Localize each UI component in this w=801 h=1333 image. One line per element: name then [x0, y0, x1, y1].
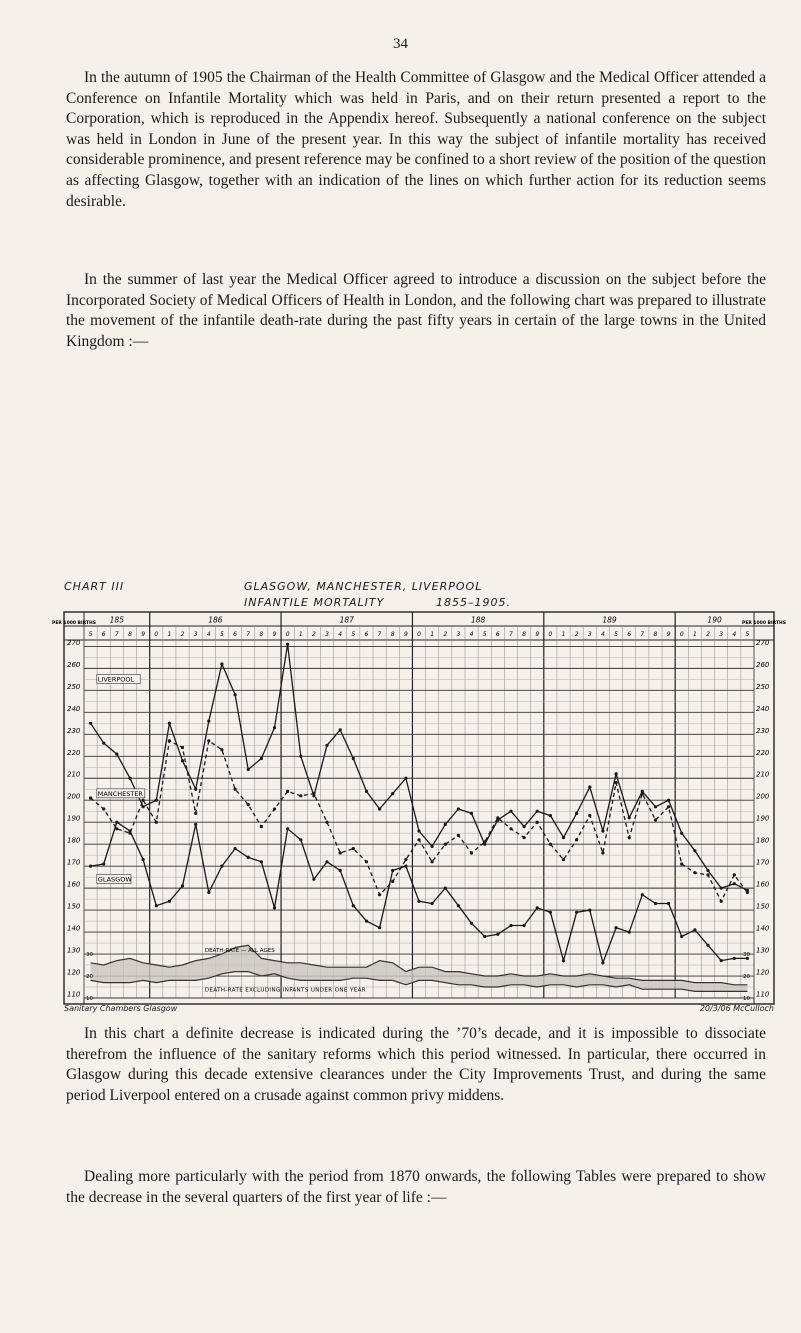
year-digit-label: 5: [88, 631, 93, 638]
data-point-liverpool: [194, 788, 197, 791]
data-point-manchester: [509, 827, 512, 830]
data-point-liverpool: [549, 814, 552, 817]
data-point-liverpool: [693, 849, 696, 852]
chart-svg: [52, 612, 786, 1004]
y-tick-label-right: 230: [756, 726, 770, 735]
data-point-glasgow: [588, 909, 591, 912]
data-point-liverpool: [523, 825, 526, 828]
data-point-liverpool: [680, 832, 683, 835]
year-digit-label: 5: [745, 631, 750, 638]
year-digit-label: 0: [285, 631, 290, 638]
decade-label: 187: [339, 615, 354, 625]
band-scale-right-bottom: 20: [743, 974, 750, 981]
year-digit-label: 7: [377, 631, 382, 638]
data-point-manchester: [431, 860, 434, 863]
data-point-manchester: [549, 843, 552, 846]
data-point-glasgow: [509, 924, 512, 927]
data-point-glasgow: [523, 924, 526, 927]
data-point-glasgow: [720, 959, 723, 962]
data-point-manchester: [733, 873, 736, 876]
data-point-liverpool: [654, 805, 657, 808]
year-digit-label: 7: [509, 631, 513, 638]
band-label-excluding-infants: DEATH-RATE EXCLUDING INFANTS UNDER ONE YEAR: [204, 987, 366, 994]
year-digit-label: 1: [692, 631, 697, 638]
year-digit-label: 2: [311, 631, 316, 638]
year-digit-label: 2: [706, 631, 710, 638]
data-point-glasgow: [247, 856, 250, 859]
corner-label-right: PER 1000 BIRTHS: [742, 621, 786, 626]
infantile-mortality-chart: [52, 612, 786, 1012]
year-digit-label: 4: [469, 631, 474, 638]
data-point-manchester: [628, 836, 631, 839]
y-tick-label-left: 180: [67, 836, 81, 845]
year-digit-label: 8: [522, 631, 527, 638]
year-digit-label: 2: [443, 631, 448, 638]
data-point-manchester: [142, 799, 145, 802]
data-point-liverpool: [588, 785, 591, 788]
y-tick-label-left: 120: [67, 968, 81, 977]
data-point-liverpool: [339, 728, 342, 731]
year-digit-label: 1: [430, 631, 435, 638]
data-point-manchester: [601, 851, 604, 854]
data-point-glasgow: [457, 904, 460, 907]
data-point-liverpool: [706, 869, 709, 872]
paragraph-text: In the summer of last year the Medical Officer agreed to introduce a discussion on the subject before the Incorporated Society of Medical Officers of Health in London, and the following chart was prepared to illustrate the movement of the infantile death-rate during the past fifty years in certain of the large towns in the United Kingdom :—: [66, 271, 766, 350]
data-point-glasgow: [706, 944, 709, 947]
data-point-manchester: [155, 821, 158, 824]
data-point-liverpool: [234, 693, 237, 696]
year-digit-label: 7: [640, 631, 645, 638]
year-digit-label: 6: [101, 631, 106, 638]
data-point-liverpool: [628, 816, 631, 819]
data-point-manchester: [220, 748, 223, 751]
data-point-glasgow: [575, 911, 578, 914]
y-tick-label-right: 200: [756, 792, 770, 801]
year-digit-label: 5: [482, 631, 487, 638]
data-point-manchester: [417, 838, 420, 841]
year-digit-label: 0: [679, 631, 684, 638]
year-digit-label: 9: [272, 631, 277, 638]
data-point-glasgow: [733, 957, 736, 960]
y-tick-label-left: 220: [67, 748, 81, 757]
y-tick-label-right: 240: [756, 704, 770, 713]
year-digit-label: 3: [456, 631, 461, 638]
decade-label: 190: [707, 615, 722, 625]
data-point-liverpool: [220, 662, 223, 665]
data-point-glasgow: [168, 900, 171, 903]
year-digit-label: 4: [206, 631, 211, 638]
paragraph-text: In the autumn of 1905 the Chairman of the Health Committee of Glasgow and the Medical Officer attended a Conference on Infantile Mortality which was held in Paris, and on their return presented a report to the Corporation, which is reproduced in the Appendix hereof. Subsequently a national conference on the subject was held in London in June of the present year. In this way the subject of infantile mortality has received considerable prominence, and present reference may be confined to a short review of the position of the question as affecting Glasgow, together with an indication of the lines on which further action for its reduction seems desirable.: [66, 69, 766, 210]
y-tick-label-left: 170: [67, 858, 81, 867]
paragraph-text: In this chart a definite decrease is indicated during the ’70’s decade, and it is impossible to dissociate therefrom the influence of the sanitary reforms which this period witnessed. In particular, there occurred in Glasgow during this decade extensive clearances under the City Improvements Trust, and during the same period Liverpool entered on a crusade against common privy middens.: [66, 1025, 766, 1104]
data-point-liverpool: [352, 757, 355, 760]
data-point-glasgow: [89, 865, 92, 868]
year-digit-label: 0: [417, 631, 421, 638]
data-point-liverpool: [142, 805, 145, 808]
data-point-manchester: [444, 843, 447, 846]
data-point-manchester: [667, 805, 670, 808]
data-point-manchester: [536, 821, 539, 824]
data-point-manchester: [102, 807, 105, 810]
year-digit-label: 4: [338, 631, 343, 638]
data-point-glasgow: [365, 920, 368, 923]
chart-footer-right: 20/3/06 McCulloch: [699, 1004, 774, 1013]
data-point-manchester: [378, 893, 381, 896]
y-tick-label-left: 230: [67, 726, 81, 735]
data-point-glasgow: [234, 847, 237, 850]
data-point-liverpool: [378, 807, 381, 810]
y-tick-label-right: 210: [756, 770, 770, 779]
data-point-glasgow: [102, 862, 105, 865]
year-digit-label: 0: [154, 631, 159, 638]
data-point-manchester: [706, 873, 709, 876]
band-scale-right-top: 30: [743, 952, 750, 959]
data-point-manchester: [588, 814, 591, 817]
year-digit-label: 1: [561, 631, 566, 638]
data-point-glasgow: [680, 935, 683, 938]
data-point-manchester: [286, 790, 289, 793]
year-digit-label: 9: [666, 631, 671, 638]
decade-label: 186: [208, 615, 223, 625]
data-point-manchester: [273, 807, 276, 810]
data-point-liverpool: [536, 810, 539, 813]
data-point-liverpool: [168, 722, 171, 725]
y-tick-label-right: 250: [756, 682, 770, 691]
year-digit-label: 9: [403, 631, 408, 638]
data-point-glasgow: [693, 928, 696, 931]
band-label-all-ages: DEATH-RATE — ALL AGES: [204, 947, 275, 954]
data-point-manchester: [615, 781, 618, 784]
data-point-manchester: [365, 860, 368, 863]
y-tick-label-right: 160: [756, 880, 770, 889]
data-point-glasgow: [628, 931, 631, 934]
chart-footer-left: Sanitary Chambers Glasgow: [64, 1004, 178, 1013]
band-scale-left-base: 10: [86, 996, 93, 1003]
data-point-manchester: [391, 880, 394, 883]
series-label-manchester: MANCHESTER: [97, 789, 143, 798]
year-digit-label: 9: [141, 631, 146, 638]
data-point-manchester: [483, 840, 486, 843]
y-tick-label-left: 130: [67, 946, 81, 955]
y-tick-label-left: 190: [67, 814, 81, 823]
y-tick-label-left: 160: [67, 880, 81, 889]
data-point-liverpool: [470, 812, 473, 815]
data-point-manchester: [720, 900, 723, 903]
y-tick-label-right: 180: [756, 836, 770, 845]
paragraph-4: [66, 1167, 766, 1208]
year-digit-label: 3: [587, 631, 592, 638]
data-point-manchester: [496, 816, 499, 819]
data-point-liverpool: [562, 836, 565, 839]
data-point-liverpool: [273, 726, 276, 729]
data-point-manchester: [325, 821, 328, 824]
data-point-glasgow: [339, 869, 342, 872]
y-tick-label-right: 130: [756, 946, 770, 955]
year-digit-label: 1: [167, 631, 172, 638]
decade-label: 188: [470, 615, 486, 625]
data-point-manchester: [181, 746, 184, 749]
paragraph-3: [66, 1024, 766, 1106]
data-point-manchester: [247, 803, 250, 806]
year-digit-label: 1: [298, 631, 303, 638]
data-point-liverpool: [115, 753, 118, 756]
data-point-manchester: [575, 838, 578, 841]
data-point-liverpool: [444, 823, 447, 826]
data-point-glasgow: [207, 891, 210, 894]
chart-period-label: 1855–1905.: [436, 596, 511, 609]
y-tick-label-right: 170: [756, 858, 770, 867]
data-point-liverpool: [207, 720, 210, 723]
data-point-manchester: [654, 818, 657, 821]
data-point-manchester: [234, 788, 237, 791]
series-label-glasgow: GLASGOW: [97, 875, 132, 884]
data-point-manchester: [89, 796, 92, 799]
data-point-manchester: [168, 739, 171, 742]
year-digit-label: 7: [246, 631, 251, 638]
series-label-liverpool: LIVERPOOL: [97, 675, 135, 684]
y-tick-label-right: 150: [756, 902, 770, 911]
data-point-glasgow: [417, 900, 420, 903]
data-point-manchester: [470, 851, 473, 854]
data-point-manchester: [523, 836, 526, 839]
year-digit-label: 5: [614, 631, 618, 638]
year-digit-label: 3: [719, 631, 724, 638]
data-point-glasgow: [128, 829, 131, 832]
data-point-liverpool: [365, 790, 368, 793]
data-point-glasgow: [536, 906, 539, 909]
year-digit-label: 3: [193, 631, 198, 638]
data-point-liverpool: [325, 744, 328, 747]
data-point-liverpool: [247, 768, 250, 771]
year-digit-label: 5: [351, 631, 356, 638]
data-point-liverpool: [128, 777, 131, 780]
data-point-manchester: [746, 891, 749, 894]
data-point-glasgow: [312, 878, 315, 881]
data-point-glasgow: [273, 906, 276, 909]
y-tick-label-right: 190: [756, 814, 770, 823]
data-point-manchester: [299, 794, 302, 797]
year-digit-label: 2: [574, 631, 579, 638]
year-digit-label: 8: [128, 631, 132, 638]
data-point-manchester: [260, 825, 263, 828]
data-point-liverpool: [260, 757, 263, 760]
decade-label: 189: [602, 615, 617, 625]
y-tick-label-left: 210: [67, 770, 81, 779]
page-number: 34: [393, 36, 408, 52]
year-digit-label: 9: [535, 631, 540, 638]
data-point-liverpool: [391, 792, 394, 795]
data-point-liverpool: [286, 643, 289, 646]
data-point-liverpool: [615, 772, 618, 775]
chart-subject-label: INFANTILE MORTALITY: [244, 596, 385, 609]
year-digit-label: 6: [364, 631, 369, 638]
data-point-manchester: [194, 812, 197, 815]
decade-label: 185: [109, 615, 125, 625]
data-point-liverpool: [733, 882, 736, 885]
data-point-manchester: [680, 862, 683, 865]
year-digit-label: 3: [325, 631, 329, 638]
data-point-liverpool: [431, 845, 434, 848]
data-point-liverpool: [404, 777, 407, 780]
y-tick-label-right: 120: [756, 968, 770, 977]
data-point-liverpool: [509, 810, 512, 813]
data-point-glasgow: [299, 838, 302, 841]
data-point-manchester: [404, 858, 407, 861]
year-digit-label: 7: [114, 631, 119, 638]
data-point-glasgow: [654, 902, 657, 905]
data-point-liverpool: [102, 742, 105, 745]
data-point-glasgow: [404, 865, 407, 868]
data-point-glasgow: [325, 860, 328, 863]
data-point-glasgow: [115, 821, 118, 824]
data-point-liverpool: [457, 807, 460, 810]
data-point-glasgow: [615, 926, 618, 929]
paragraph-1: [66, 68, 766, 212]
data-point-glasgow: [549, 911, 552, 914]
data-point-liverpool: [181, 759, 184, 762]
y-tick-label-left: 270: [67, 638, 81, 647]
chart-towns-label: GLASGOW, MANCHESTER, LIVERPOOL: [244, 580, 483, 593]
y-tick-label-right: 220: [756, 748, 770, 757]
data-point-glasgow: [194, 823, 197, 826]
data-point-liverpool: [667, 799, 670, 802]
data-point-glasgow: [496, 933, 499, 936]
data-point-liverpool: [89, 722, 92, 725]
y-tick-label-left: 260: [67, 660, 81, 669]
data-point-glasgow: [286, 827, 289, 830]
year-digit-label: 8: [653, 631, 658, 638]
data-point-liverpool: [417, 829, 420, 832]
band-scale-right-base: 10: [743, 996, 750, 1003]
year-digit-label: 4: [732, 631, 737, 638]
data-point-manchester: [339, 851, 342, 854]
year-digit-label: 4: [601, 631, 605, 638]
data-point-manchester: [693, 871, 696, 874]
data-point-liverpool: [601, 829, 604, 832]
data-point-liverpool: [575, 812, 578, 815]
year-digit-label: 6: [233, 631, 237, 638]
data-point-glasgow: [601, 961, 604, 964]
data-point-manchester: [641, 792, 644, 795]
y-tick-label-left: 250: [67, 682, 81, 691]
band-scale-left-bottom: 20: [86, 974, 93, 981]
paragraph-2: [66, 270, 766, 352]
chart-number-label: CHART III: [64, 580, 125, 593]
year-digit-label: 8: [259, 631, 264, 638]
y-tick-label-right: 110: [756, 990, 770, 999]
data-point-glasgow: [562, 959, 565, 962]
year-digit-label: 0: [548, 631, 553, 638]
data-point-manchester: [562, 858, 565, 861]
data-point-liverpool: [155, 799, 158, 802]
data-point-manchester: [312, 792, 315, 795]
corner-label-left: PER 1000 BIRTHS: [52, 621, 96, 626]
y-tick-label-left: 110: [67, 990, 81, 999]
y-tick-label-right: 270: [756, 638, 770, 647]
year-digit-label: 8: [390, 631, 395, 638]
data-point-glasgow: [352, 904, 355, 907]
year-digit-label: 5: [220, 631, 224, 638]
data-point-manchester: [457, 834, 460, 837]
data-point-glasgow: [260, 860, 263, 863]
year-digit-label: 6: [495, 631, 500, 638]
data-point-glasgow: [155, 904, 158, 907]
data-point-manchester: [207, 739, 210, 742]
data-point-glasgow: [378, 926, 381, 929]
data-point-glasgow: [470, 922, 473, 925]
band-scale-left-top: 30: [86, 952, 93, 959]
y-tick-label-left: 140: [67, 924, 81, 933]
data-point-glasgow: [667, 902, 670, 905]
data-point-liverpool: [720, 887, 723, 890]
data-point-glasgow: [142, 858, 145, 861]
data-point-glasgow: [220, 865, 223, 868]
y-tick-label-right: 140: [756, 924, 770, 933]
paragraph-text: Dealing more particularly with the period from 1870 onwards, the following Tables were prepared to show the decrease in the several quarters of the first year of life :—: [66, 1168, 766, 1206]
y-tick-label-left: 240: [67, 704, 81, 713]
year-digit-label: 2: [180, 631, 185, 638]
data-point-glasgow: [444, 887, 447, 890]
y-tick-label-right: 260: [756, 660, 770, 669]
data-point-glasgow: [181, 884, 184, 887]
y-tick-label-left: 150: [67, 902, 81, 911]
data-point-glasgow: [431, 902, 434, 905]
y-tick-label-left: 200: [67, 792, 81, 801]
data-point-glasgow: [641, 893, 644, 896]
data-point-glasgow: [483, 935, 486, 938]
data-point-glasgow: [391, 869, 394, 872]
year-digit-label: 6: [627, 631, 632, 638]
data-point-manchester: [352, 847, 355, 850]
data-point-liverpool: [299, 755, 302, 758]
